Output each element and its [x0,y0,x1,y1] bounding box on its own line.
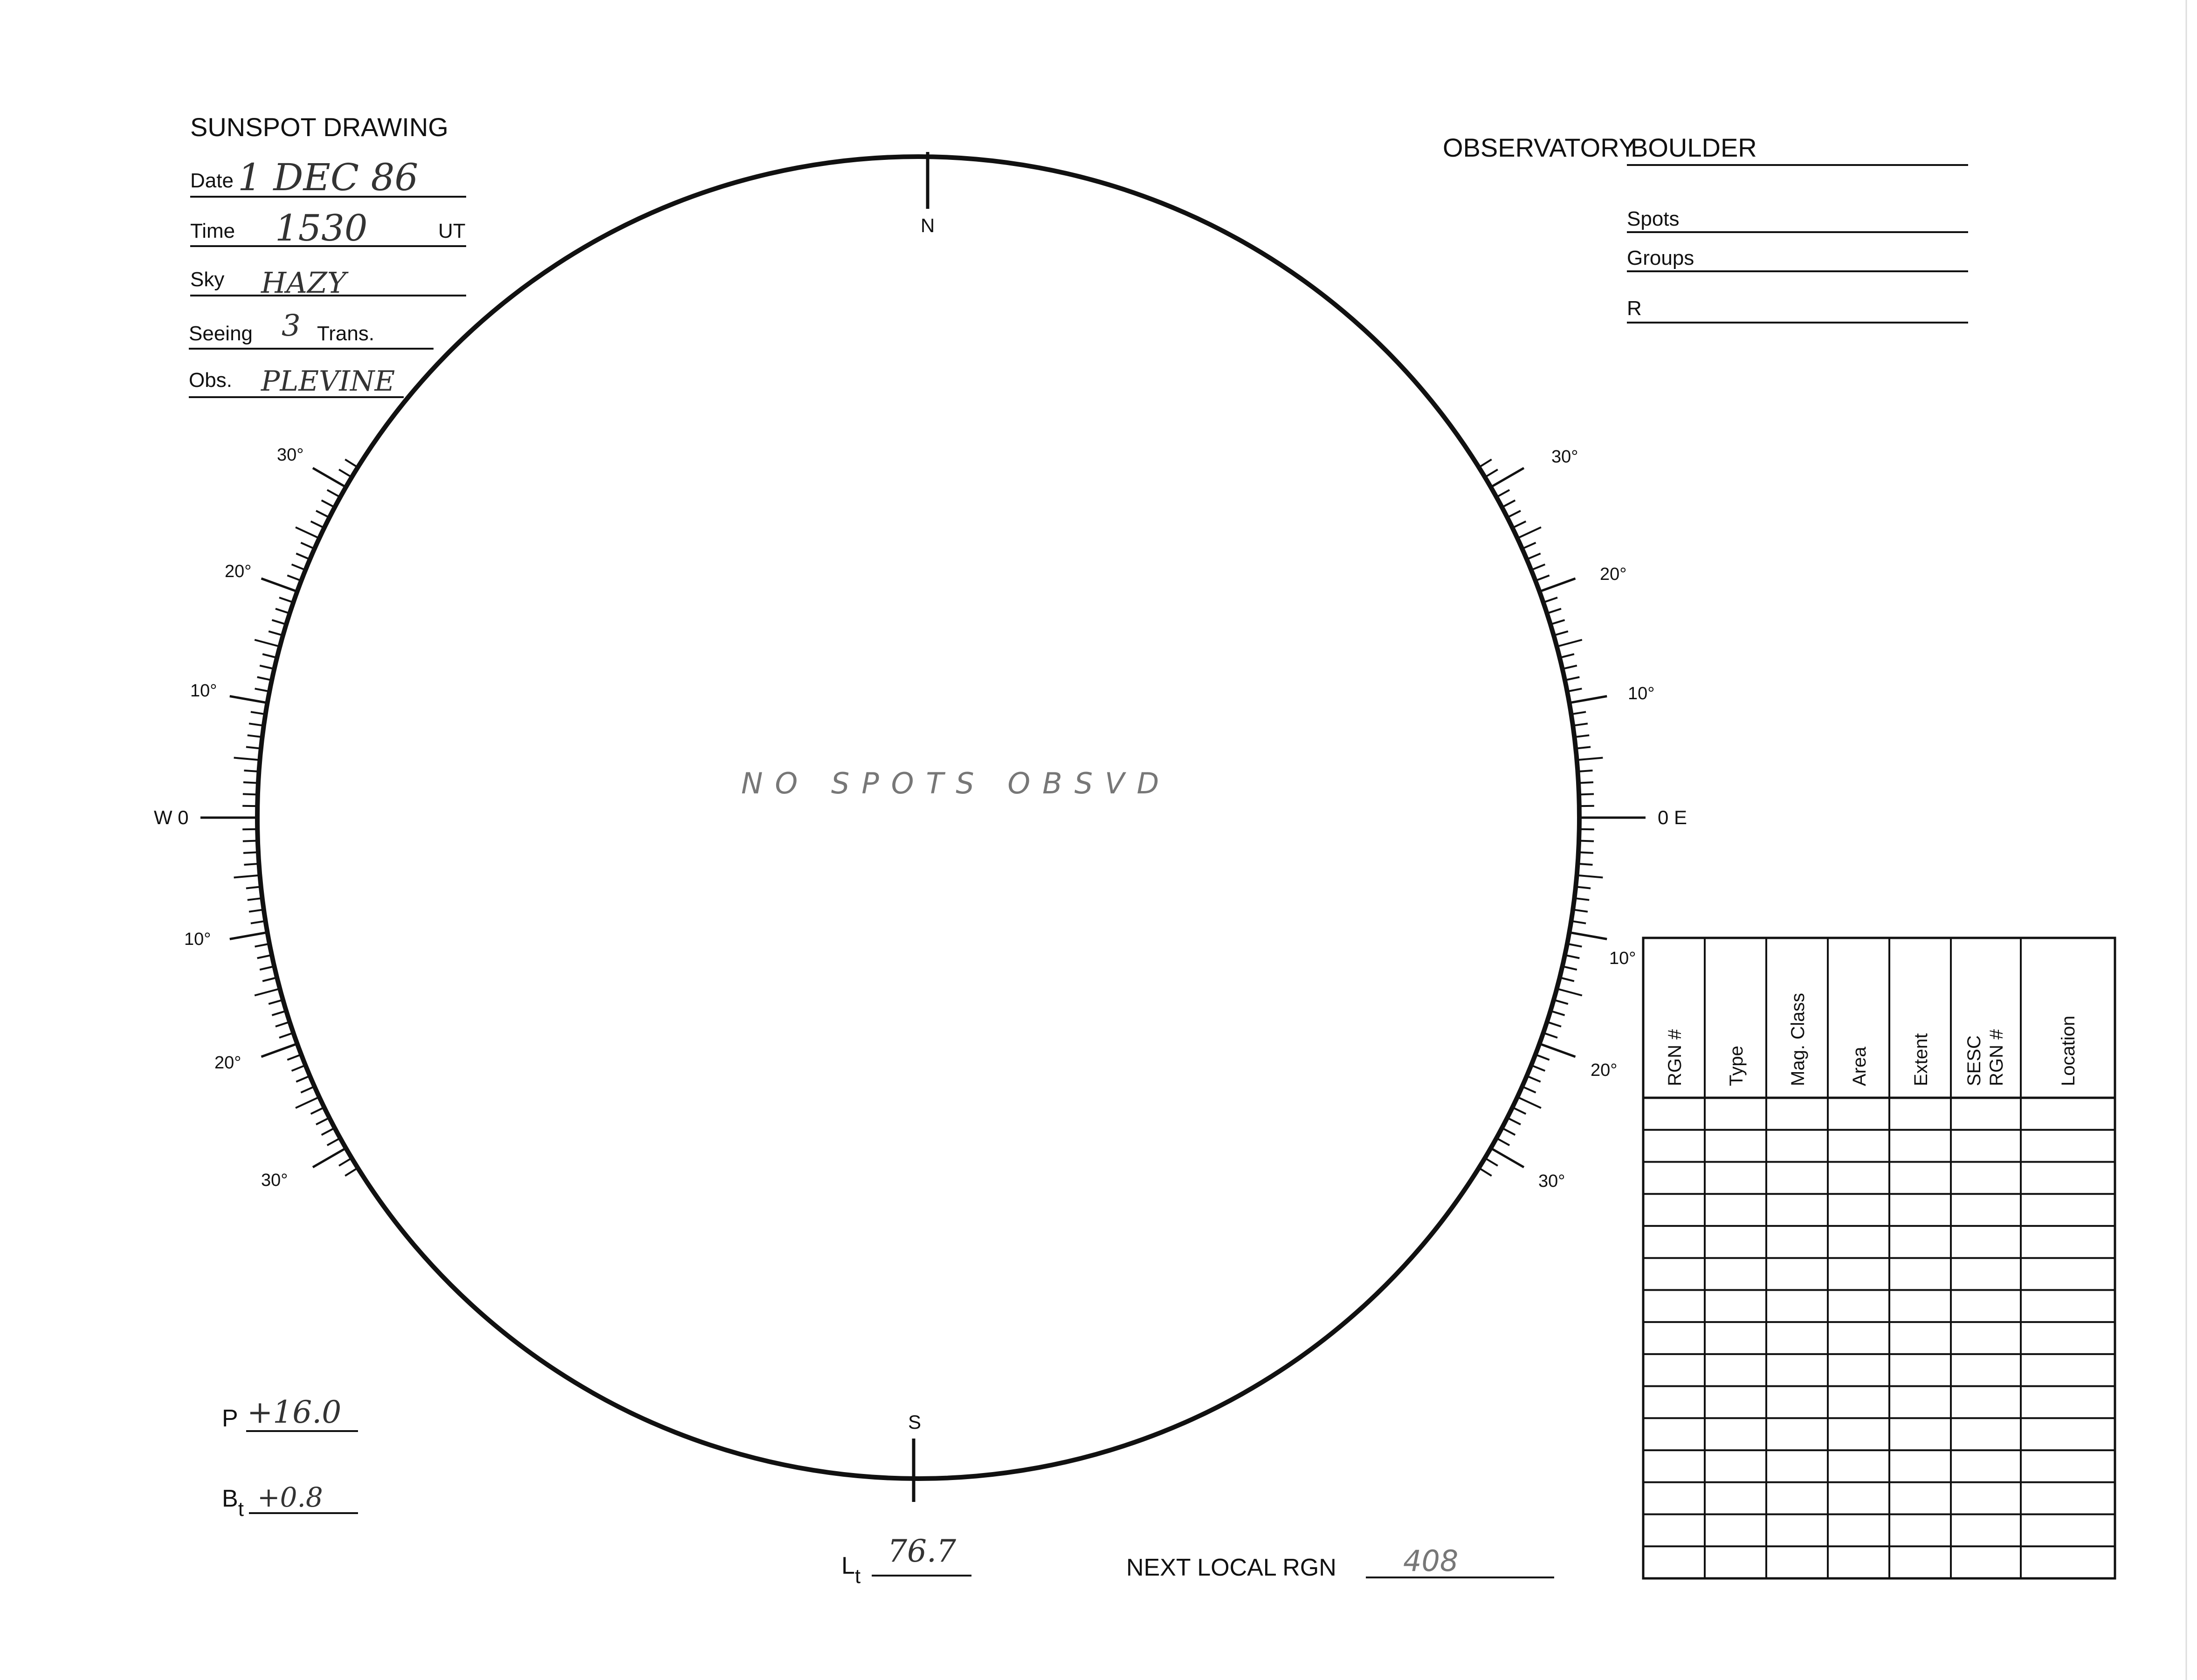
east-tick [1507,511,1521,518]
west-tick [272,1011,286,1015]
time-value[interactable]: 1530 [275,207,368,249]
east-tick [1485,1158,1498,1166]
east-tick [1550,620,1565,624]
west-tick [316,1118,330,1125]
west-tick [327,490,340,497]
east-tick [1560,654,1574,658]
col-location: Location [2058,1015,2079,1086]
west-tick [249,723,264,726]
time-unit: UT [438,220,466,242]
east-tick [1578,782,1593,783]
east-20s-label: 20° [1591,1060,1618,1080]
bt-value[interactable]: +0.8 [257,1481,323,1513]
west-tick [243,782,258,783]
west-30n-label: 30° [277,445,304,465]
lt-label [841,1552,861,1588]
col-extent: Extent [1911,1033,1931,1086]
east-tick [1540,1044,1576,1057]
west-10s-label: 10° [184,930,211,949]
west-tick [269,1000,283,1004]
west-tick [269,631,283,635]
region-table [1643,938,2115,1578]
east-tick [1507,1118,1521,1125]
west-tick [246,747,261,748]
west-tick [287,575,301,580]
west-tick [316,511,330,518]
west-tick [234,875,260,878]
north-label: N [920,214,935,236]
west-tick [260,966,274,970]
west-tick [251,712,266,714]
observatory-value: BOULDER [1631,133,1757,162]
south-label: S [908,1411,922,1433]
east-tick [1578,864,1593,865]
col-type: Type [1726,1046,1747,1086]
west-tick [262,654,277,658]
east-20n-label: 20° [1600,565,1627,584]
east-tick [1479,460,1492,468]
east-tick [1522,543,1536,549]
col-rgn-number: RGN # [1665,1029,1685,1086]
east-10n-label: 10° [1628,684,1655,703]
west-tick [301,543,314,549]
date-value[interactable]: 1 DEC 86 [238,156,419,199]
west-tick [287,1054,301,1060]
west-tick [339,469,351,477]
east-tick [1576,887,1591,888]
sky-value[interactable]: HAZY [261,266,346,300]
west-tick [296,553,310,559]
col-area: Area [1849,1047,1870,1086]
west-tick [345,460,358,468]
east-tick [1547,1022,1561,1026]
west-20n-label: 20° [225,562,252,581]
west-tick [249,909,264,912]
west-tick [248,735,262,737]
seeing-label: Seeing [189,322,253,345]
west-tick [292,1065,306,1071]
lt-letter: L [841,1552,855,1579]
west-tick [257,955,272,958]
west-10n-label: 10° [190,681,217,701]
east-tick [1570,932,1607,939]
east-tick [1565,955,1579,958]
east-tick [1570,696,1607,703]
east-tick [1567,689,1582,691]
west-tick [296,1076,310,1082]
west-tick [251,921,266,923]
west-tick [255,689,270,691]
east-tick [1543,598,1557,602]
west-tick [257,677,272,681]
east-tick [1571,921,1586,923]
p-label: P [222,1405,238,1432]
east-tick [1579,829,1594,830]
west-tick [322,500,335,507]
observatory-label: OBSERVATORY [1443,133,1636,162]
east-tick [1496,490,1509,497]
obs-label: Obs. [189,369,232,392]
west-tick [311,1108,324,1114]
time-label: Time [190,220,235,242]
east-tick [1517,527,1541,538]
west-tick [262,1044,297,1057]
east-tick [1485,469,1498,477]
west-tick [242,829,257,830]
trans-label: Trans. [317,322,375,345]
east-tick [1554,631,1568,635]
west-tick [243,852,258,853]
east-tick [1577,758,1603,760]
groups-label: Groups [1627,247,1694,269]
west-20s-label: 20° [214,1053,241,1073]
east-tick [1531,565,1545,570]
east-tick [1567,944,1582,947]
lt-subscript: t [854,1565,861,1588]
east-tick [1574,898,1589,900]
col-mag-class: Mag. Class [1788,992,1808,1086]
west-30s-label: 30° [261,1170,288,1190]
latitude-ticks [230,460,1607,1176]
east-tick [1513,1108,1526,1114]
bt-label [222,1485,244,1521]
west-tick [279,598,293,602]
next-local-rgn-label: NEXT LOCAL RGN [1126,1554,1336,1581]
west-tick [255,989,280,996]
west-tick [339,1158,351,1166]
east-tick [1577,875,1603,878]
west-tick [260,666,274,669]
east-tick [1502,1128,1515,1135]
sky-label: Sky [190,268,225,291]
spots-label: Spots [1627,207,1680,230]
west-tick [255,944,270,947]
east-10s-label: 10° [1609,949,1636,968]
east-tick [1513,521,1526,528]
east-tick [1536,1054,1550,1060]
r-label: R [1627,297,1642,320]
east-tick [1576,747,1591,748]
west-tick [246,887,261,888]
next-local-rgn-value[interactable]: 408 [1403,1544,1459,1578]
west-tick [345,1168,358,1176]
east-label: 0 E [1658,806,1687,828]
west-tick [296,1097,319,1108]
east-tick [1527,1076,1540,1082]
west-tick [230,932,268,939]
east-tick [1540,578,1576,592]
east-tick [1574,735,1589,737]
col-sesc-rgn-number: RGN # [1986,1029,2007,1086]
west-tick [234,758,260,760]
form-title: SUNSPOT DRAWING [190,112,448,142]
p-value[interactable]: +16.0 [247,1394,342,1430]
lt-value[interactable]: 76.7 [888,1533,956,1569]
date-label: Date [190,169,234,192]
col-sesc: SESC [1964,1035,1984,1086]
east-tick [1550,1011,1565,1015]
bt-letter: B [222,1485,238,1512]
east-tick [1573,723,1588,726]
west-tick [327,1138,340,1146]
west-tick [275,1022,289,1026]
east-tick [1527,553,1540,559]
east-tick [1536,575,1550,580]
east-tick [1517,1097,1541,1108]
region-table-row-lines [1643,1130,2115,1547]
east-tick [1531,1065,1545,1071]
bt-subscript: t [238,1498,244,1521]
east-30n-label: 30° [1551,447,1578,467]
west-tick [301,1087,314,1093]
west-tick [272,620,286,624]
obs-value[interactable]: PLEVINE [261,365,395,398]
west-tick [244,864,259,865]
east-tick [1543,1033,1557,1038]
east-tick [1502,500,1515,507]
east-tick [1571,712,1586,714]
east-tick [1547,609,1561,613]
east-tick [1578,852,1593,853]
east-tick [1554,1000,1568,1004]
east-tick [1560,978,1574,981]
west-label: W 0 [154,806,189,828]
east-tick [1522,1087,1536,1093]
solar-disk [257,157,1579,1479]
west-tick [275,609,289,613]
east-tick [1557,989,1582,996]
east-tick [1479,1168,1492,1176]
west-tick [322,1128,335,1135]
no-spots-note: NO SPOTS OBSVD [741,766,1171,800]
west-tick [230,696,268,703]
west-tick [296,527,319,538]
west-tick [262,578,297,592]
east-tick [1563,666,1577,669]
east-tick [1573,909,1588,912]
east-tick [1496,1138,1509,1146]
west-tick [292,565,306,570]
west-tick [279,1033,293,1038]
west-tick [255,640,280,647]
east-tick [1557,640,1582,647]
west-tick [311,521,324,528]
west-tick [262,978,277,981]
west-tick [248,898,262,900]
east-tick [1565,677,1579,681]
east-30s-label: 30° [1538,1171,1565,1191]
seeing-value[interactable]: 3 [282,309,301,343]
east-tick [1563,966,1577,970]
